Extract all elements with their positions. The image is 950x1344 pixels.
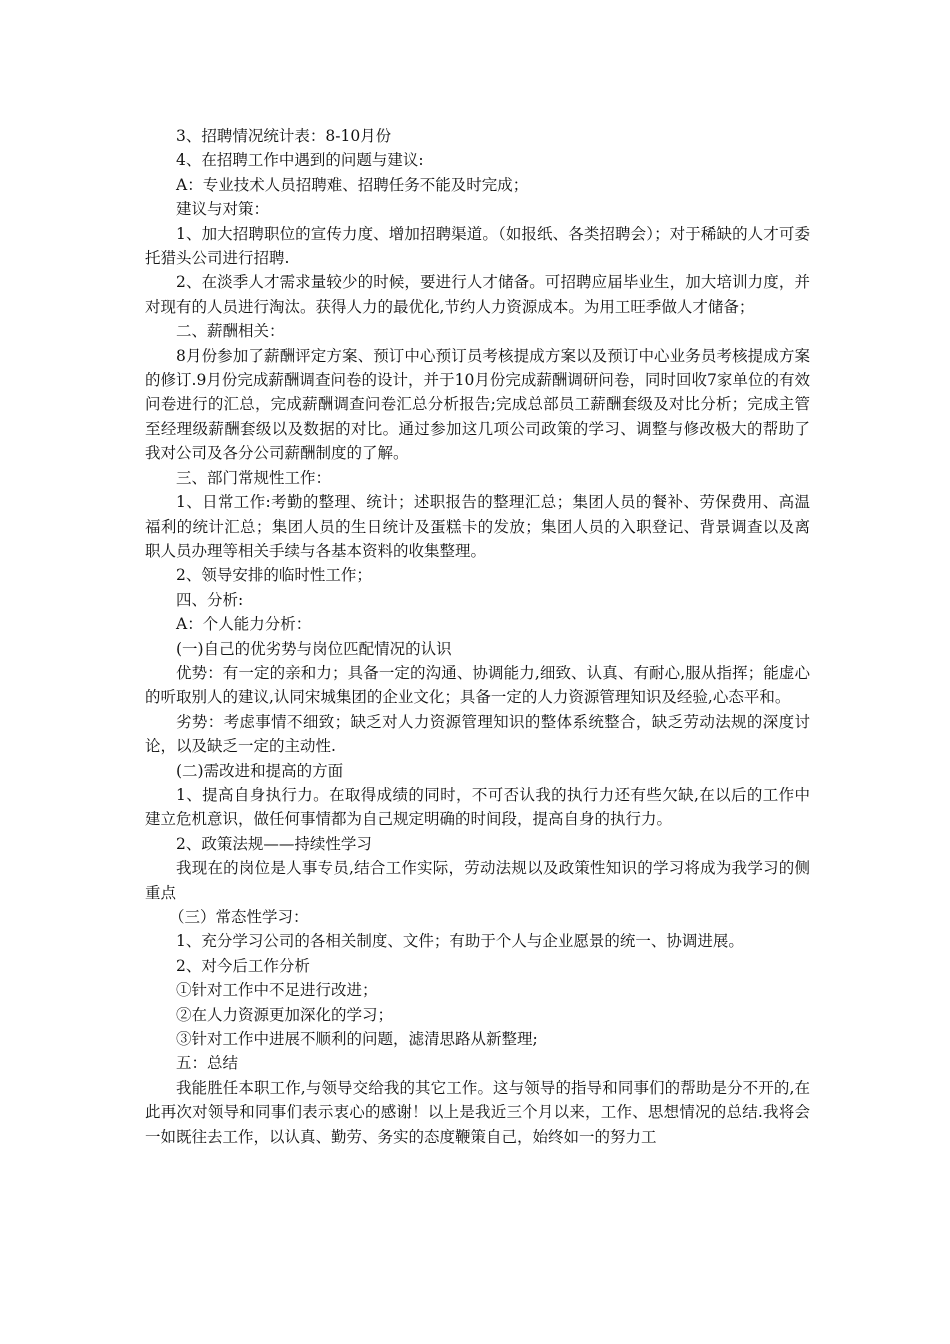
paragraph-temporary-work: 2、领导安排的临时性工作； xyxy=(176,566,372,585)
paragraph-future-analysis: 2、对今后工作分析 xyxy=(176,956,310,975)
list-item-3: ③针对工作中进展不顺利的问题，滤清思路从新整理; xyxy=(176,1030,538,1049)
paragraph-suggestions-heading: 建议与对策： xyxy=(176,200,270,219)
paragraph-weaknesses: 劣势：考虑事情不细致；缺乏对人力资源管理知识的整体系统整合，缺乏劳动法规的深度讨论，以及缺乏一定的主动性. xyxy=(145,712,810,756)
paragraph-ability-analysis: A：个人能力分析： xyxy=(176,615,312,634)
list-item-2: ②在人力资源更加深化的学习； xyxy=(176,1005,394,1024)
document-body xyxy=(145,124,810,1149)
list-item-1: ①针对工作中不足进行改进； xyxy=(176,981,378,1000)
paragraph-recruitment-stats: 3、招聘情况统计表：8-10月份 xyxy=(176,127,392,145)
paragraph-strengths: 优势：有一定的亲和力；具备一定的沟通、协调能力,细致、认真、有耐心,服从指挥；能虚心的听取别人的建议,认同宋城集团的企业文化；具备一定的人力资源管理知识及经验,心态平和。 xyxy=(145,663,810,707)
paragraph-policy-learning: 2、政策法规——持续性学习 xyxy=(176,834,372,853)
paragraph-suggestion-1: 1、加大招聘职位的宣传力度、增加招聘渠道。（如报纸、各类招聘会）；对于稀缺的人才可委托猎头公司进行招聘. xyxy=(145,224,810,268)
paragraph-study-policies: 1、充分学习公司的各相关制度、文件；有助于个人与企业愿景的统一、协调进展。 xyxy=(176,932,744,951)
subheading-regular-learning: （三）常态性学习： xyxy=(169,908,309,926)
paragraph-execution: 1、提高自身执行力。在取得成绩的同时，不可否认我的执行力还有些欠缺,在以后的工作中建立危机意识，做任何事情都为自己规定明确的时间段，提高自身的执行力。 xyxy=(145,785,810,829)
section-heading-analysis: 四、分析: xyxy=(176,590,244,609)
paragraph-suggestion-2: 2、在淡季人才需求量较少的时候，要进行人才储备。可招聘应届毕业生，加大培训力度，并对现有的人员进行淘汰。获得人力的最优化,节约人力资源成本。为用工旺季做人才储备； xyxy=(145,273,810,316)
paragraph-salary-details: 8月份参加了薪酬评定方案、预订中心预订员考核提成方案以及预订中心业务员考核提成方案的修订.9月份完成薪酬调查问卷的设计，并于10月份完成薪酬调研问卷，同时回收7家单位的有效问卷进行的汇总，完成薪酬调查问卷汇总分析报告;完成总部员工薪酬套级及对比分析；完成主管至经理级薪酬套级以及数据的对比。通过参加这几项公司政策的学习、调整与修改极大的帮助了我对公司及各分公司薪酬制度的了解。 xyxy=(145,346,810,463)
paragraph-recruitment-issues: 4、在招聘工作中遇到的问题与建议: xyxy=(176,151,424,170)
section-heading-routine-work: 三、部门常规性工作： xyxy=(176,468,332,487)
subheading-improvements: (二)需改进和提高的方面 xyxy=(176,761,344,780)
paragraph-learning-focus: 我现在的岗位是人事专员,结合工作实际，劳动法规以及政策性知识的学习将成为我学习的侧重点 xyxy=(145,859,810,902)
section-heading-summary: 五：总结 xyxy=(176,1054,239,1073)
paragraph-daily-work: 1、日常工作:考勤的整理、统计；述职报告的整理汇总；集团人员的餐补、劳保费用、高温福利的统计汇总；集团人员的生日统计及蛋糕卡的发放；集团人员的入职登记、背景调查以及离职人员办理等相关手续与各基本资料的收集整理。 xyxy=(145,493,810,560)
paragraph-issue-a: A：专业技术人员招聘难、招聘任务不能及时完成； xyxy=(176,175,529,194)
paragraph-summary: 我能胜任本职工作,与领导交给我的其它工作。这与领导的指导和同事们的帮助是分不开的,在此再次对领导和同事们表示衷心的感谢！以上是我近三个月以来，工作、思想情况的总结.我将会一如既往去工作，以认真、勤劳、务实的态度鞭策自己，始终如一的努力工 xyxy=(145,1078,810,1146)
subheading-strengths-weaknesses: (一)自己的优劣势与岗位匹配情况的认识 xyxy=(176,639,452,658)
section-heading-salary: 二、薪酬相关： xyxy=(176,322,285,341)
